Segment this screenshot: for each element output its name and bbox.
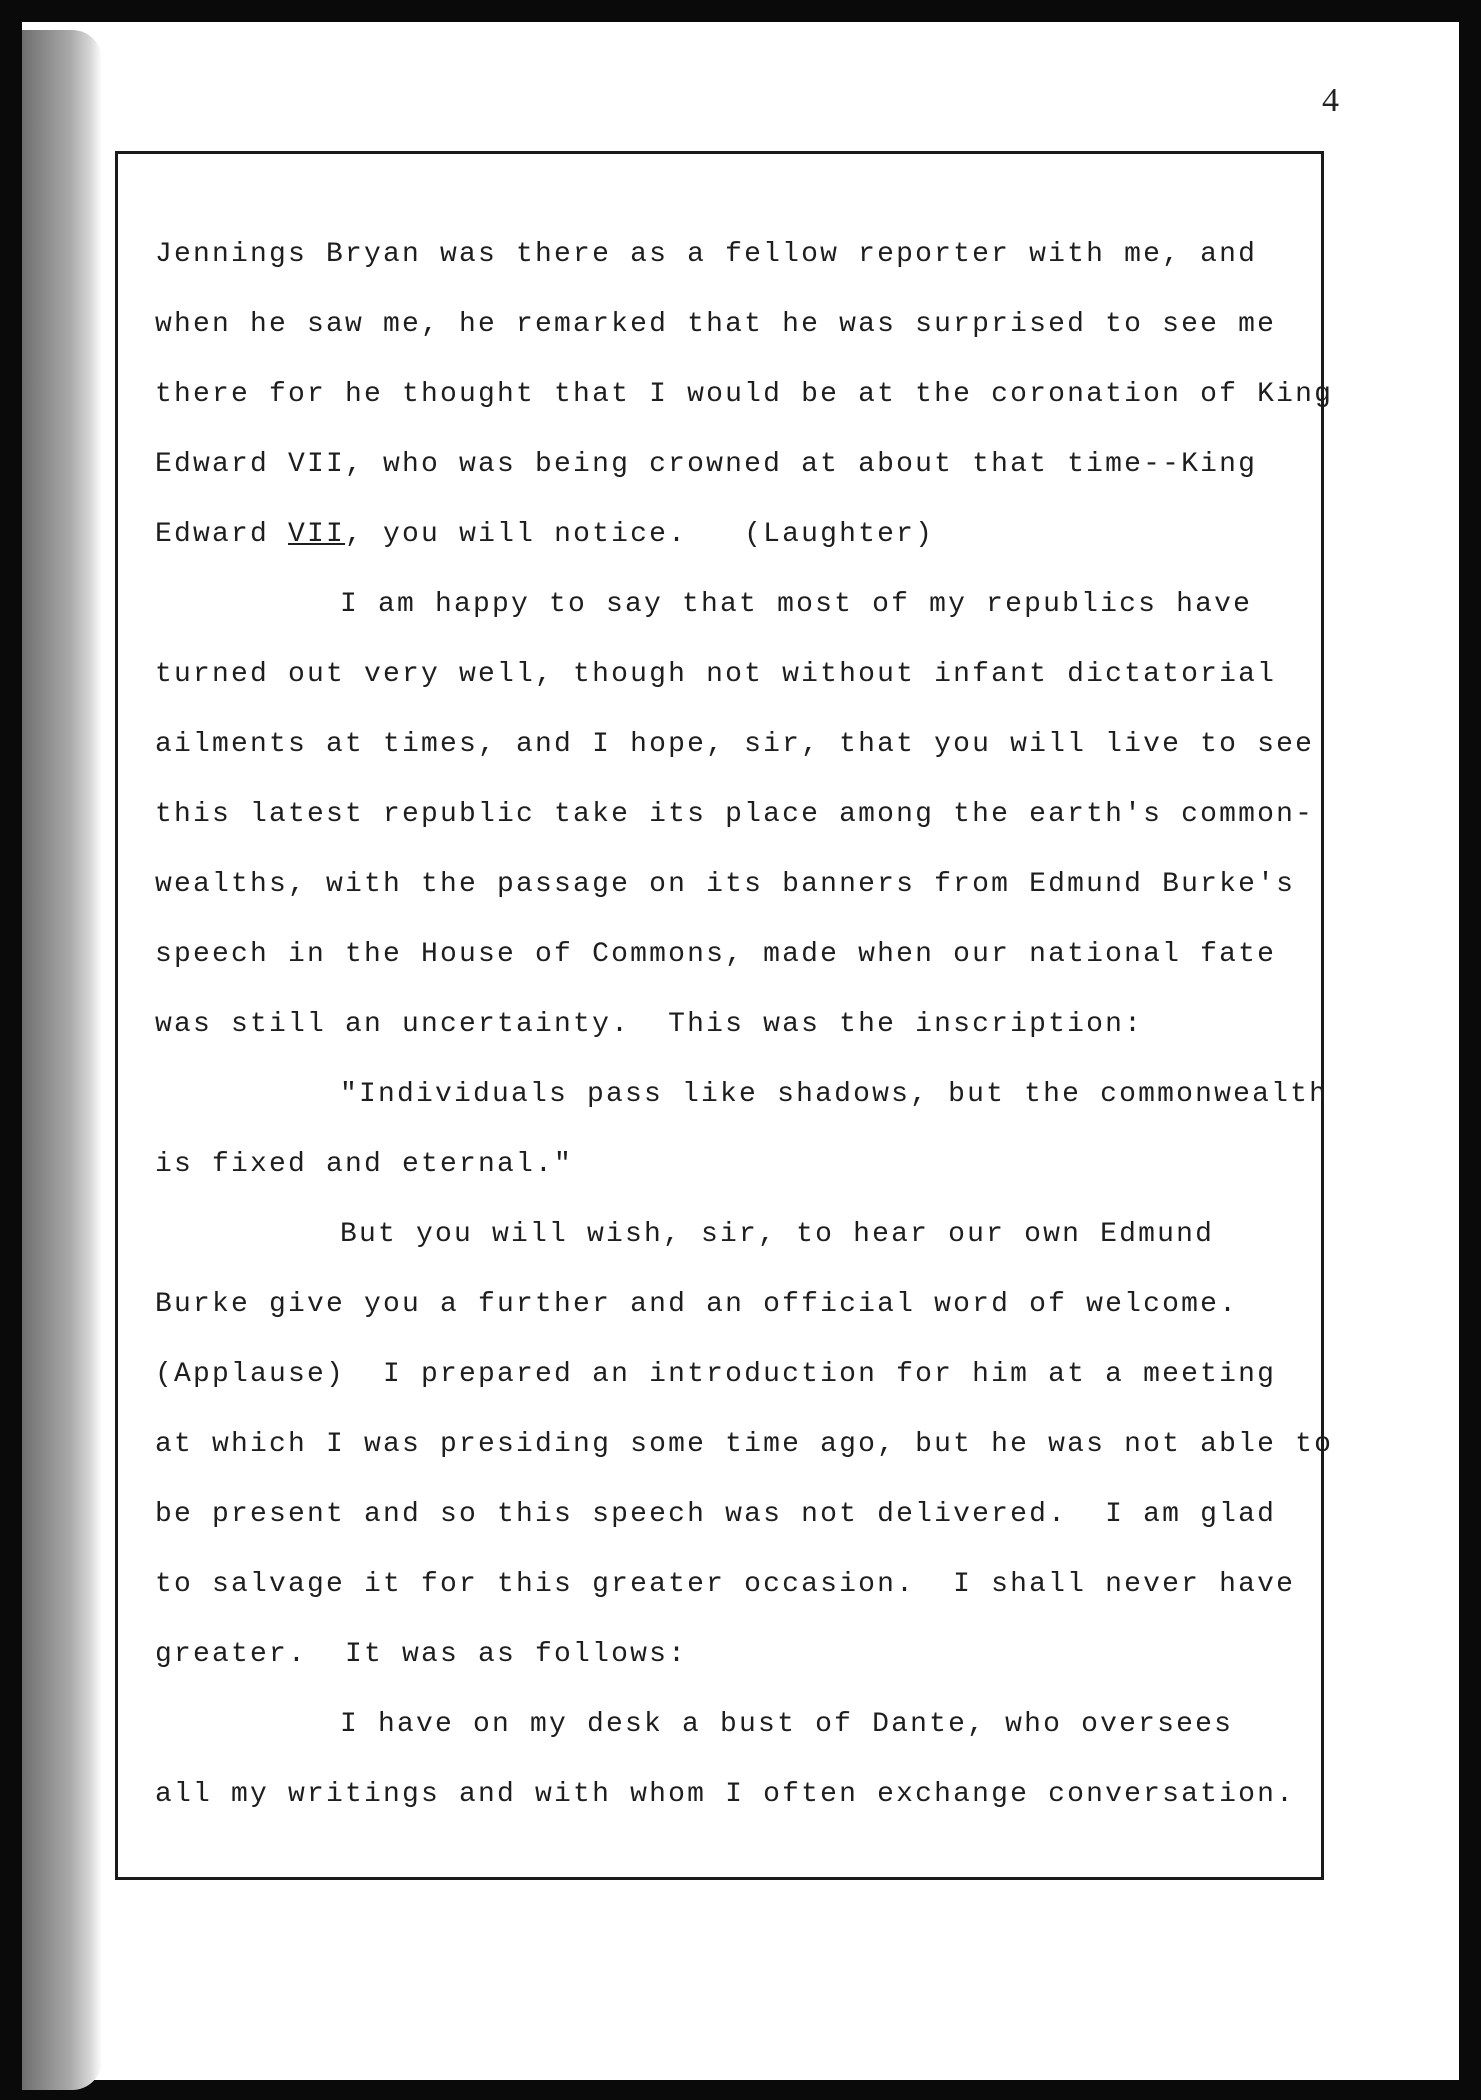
text-line: But you will wish, sir, to hear our own Edmund [340,1219,1215,1250]
text-line-quote: "Individuals pass like shadows, but the commonwealth [340,1079,1329,1110]
scan-border-left [0,0,22,2100]
text-line: be present and so this speech was not delivered. I am glad [155,1499,1277,1530]
text-line: turned out very well, though not without infant dictatorial [155,659,1277,690]
text-line: at which I was presiding some time ago, but he was not able to [155,1429,1334,1460]
text-line: I have on my desk a bust of Dante, who oversees [340,1709,1234,1740]
text-line: speech in the House of Commons, made when our national fate [155,939,1277,970]
underlined-text: VII [288,519,346,550]
text-line: Burke give you a further and an official word of welcome. [155,1289,1239,1320]
scan-border-top [0,0,1481,22]
text-line: wealths, with the passage on its banners from Edmund Burke's [155,869,1296,900]
page-number: 4 [1322,82,1339,119]
text-line: all my writings and with whom I often exchange conversation. [155,1779,1296,1810]
scan-border-bottom [0,2080,1481,2100]
typed-text-body [155,220,1334,1830]
text-line: was still an uncertainty. This was the inscription: [155,1009,1144,1040]
text-line: (Applause) I prepared an introduction for him at a meeting [155,1359,1277,1390]
text-segment: , you will notice. (Laughter) [345,519,935,550]
text-line: ailments at times, and I hope, sir, that you will live to see [155,729,1315,760]
text-line: there for he thought that I would be at the coronation of King [155,379,1334,410]
text-segment: Edward [155,519,289,550]
text-line: greater. It was as follows: [155,1639,688,1670]
text-line: I am happy to say that most of my republics have [340,589,1253,620]
scan-border-right [1459,0,1481,2100]
text-line: to salvage it for this greater occasion. I shall never have [155,1569,1296,1600]
text-line-laughter [155,500,1315,570]
text-line: is fixed and eternal." [155,1149,574,1180]
text-line: Edward VII, who was being crowned at about that time--King [155,449,1258,480]
text-line: when he saw me, he remarked that he was surprised to see me [155,309,1277,340]
text-line: Jennings Bryan was there as a fellow reporter with me, and [155,239,1258,270]
text-line: this latest republic take its place among the earth's common- [155,799,1315,830]
binding-shadow [22,30,102,2090]
